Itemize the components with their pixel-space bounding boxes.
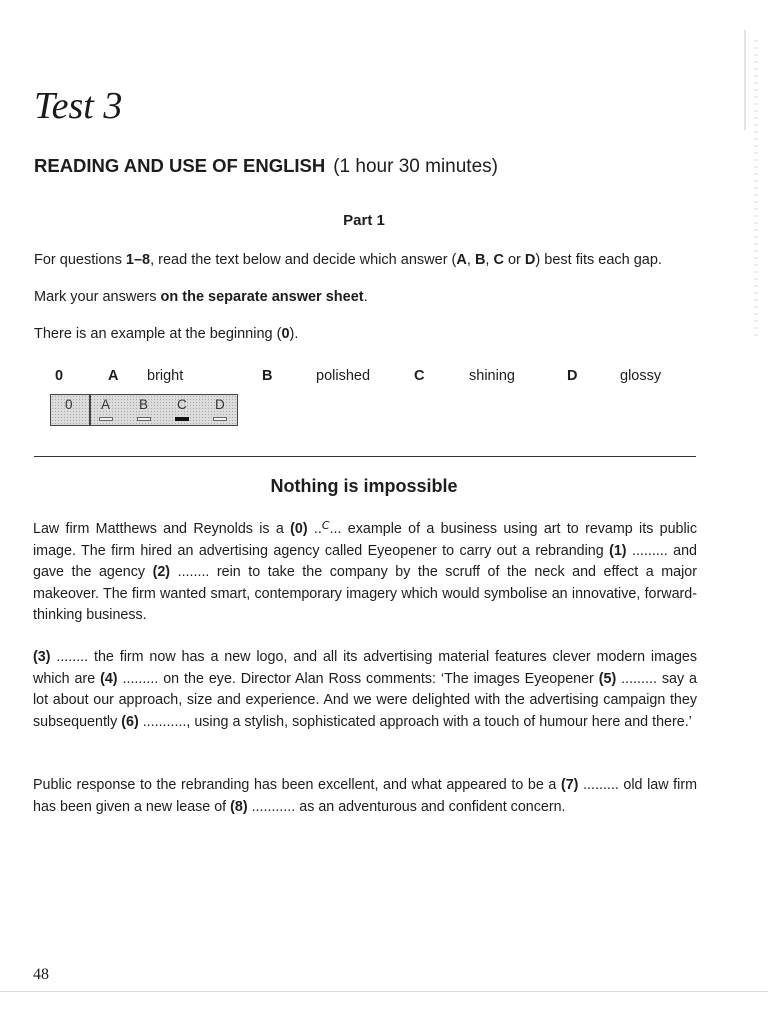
option-letter: A — [456, 252, 467, 268]
option-letter: B — [474, 252, 486, 268]
instruction-text: , read the text below and decide which answer ( — [150, 252, 457, 268]
passage-text: ........... as an adventurous and confident concern. — [247, 798, 566, 815]
passage-text: ......... and gave the agency — [33, 542, 697, 580]
instruction-text: Mark your answers — [34, 289, 161, 305]
gap-number: (0) — [290, 521, 308, 537]
gap-number: (5) — [598, 670, 617, 687]
instruction-line-1 — [34, 252, 662, 268]
answer-box-letter-c: C — [177, 397, 187, 412]
answer-box-number: 0 — [65, 397, 73, 412]
gap-number: (7) — [560, 777, 579, 793]
section-heading — [34, 155, 498, 178]
passage-text: Public response to the rebranding has been excellent, and what appeared to be a — [33, 777, 561, 793]
example-number: 0 — [55, 368, 64, 384]
answer-sheet-emphasis: on the separate answer sheet — [160, 289, 364, 305]
answer-box-letter-a: A — [101, 397, 111, 412]
instruction-text: ) best fits each gap. — [535, 252, 662, 268]
page-edge-texture — [754, 40, 758, 340]
example-option-letter-d: D — [567, 368, 578, 384]
instruction-text: or — [503, 252, 525, 268]
gap-number: (8) — [230, 798, 248, 815]
example-option-word-c: shining — [469, 368, 515, 384]
example-option-letter-a: A — [108, 368, 119, 384]
answer-slot-d — [213, 417, 227, 421]
instruction-text: There is an example at the beginning ( — [34, 326, 282, 342]
instruction-line-2 — [34, 289, 368, 305]
question-range: 1–8 — [125, 252, 151, 268]
example-number: 0 — [281, 326, 290, 342]
instruction-text: , — [485, 252, 494, 268]
gap-number: (2) — [152, 564, 171, 580]
passage-title: Nothing is impossible — [270, 476, 458, 496]
page-number: 48 — [33, 966, 49, 983]
example-option-word-d: glossy — [620, 368, 662, 384]
page-bottom-edge — [0, 991, 768, 992]
option-letter: D — [524, 252, 536, 268]
section-divider — [34, 456, 696, 457]
test-title: Test 3 — [34, 85, 123, 127]
instruction-text: , — [466, 252, 475, 268]
gap-number: (3) — [33, 649, 51, 665]
example-option-letter-c: C — [414, 368, 425, 384]
passage-text: ......... say a lot about our approach, size and experience. And we were delighted with the advertising campaign they subsequently — [33, 670, 697, 730]
passage-text: ......... old law firm has been given a new lease of — [33, 777, 697, 815]
passage-paragraph-1 — [33, 519, 697, 627]
gap-number: (4) — [100, 670, 118, 687]
passage-text: ..........., using a stylish, sophisticated approach with a touch of humour here and there.’ — [138, 713, 692, 730]
instruction-text: . — [363, 289, 368, 305]
example-option-word-b: polished — [316, 368, 371, 384]
section-title: READING AND USE OF ENGLISH — [34, 155, 326, 176]
instruction-text: ). — [289, 326, 299, 342]
answer-slot-a — [99, 417, 113, 421]
page-edge-shadow — [744, 30, 746, 130]
answer-box-divider — [89, 395, 91, 425]
answer-slot-b — [137, 417, 151, 421]
example-answer-box — [50, 394, 238, 426]
answer-box-letter-d: D — [215, 397, 225, 412]
gap-number: (1) — [609, 542, 627, 559]
answer-slot-c-filled — [175, 417, 189, 421]
passage-text: Law firm Matthews and Reynolds is a — [33, 521, 291, 537]
passage-text: ... example of a business using art to revamp its public image. The firm hired an advertising agency called Eyeopener to carry out a rebranding — [33, 521, 698, 559]
answer-box-letter-b: B — [139, 397, 149, 412]
passage-text: ........ rein to take the company by the scruff of the neck and effect a major makeover. The firm wanted smart, contemporary imagery which would symbolise an innovative, forward-thinking business. — [33, 564, 697, 623]
handwritten-answer: C — [321, 519, 330, 532]
passage-text: ........ the firm now has a new logo, and all its advertising material features clever modern images which are — [33, 649, 697, 687]
example-option-word-a: bright — [147, 368, 184, 384]
instruction-text: For questions — [34, 252, 126, 268]
passage-text: .. — [307, 521, 322, 537]
passage-paragraph-2 — [33, 647, 697, 733]
option-letter: C — [493, 252, 504, 268]
section-duration: (1 hour 30 minutes) — [333, 156, 498, 177]
passage-paragraph-3 — [33, 775, 697, 818]
example-option-letter-b: B — [262, 368, 273, 384]
part-heading: Part 1 — [343, 212, 385, 229]
passage-text: ......... on the eye. Director Alan Ross comments: ‘The images Eyeopener — [117, 670, 599, 687]
instruction-line-3 — [34, 326, 298, 342]
gap-number: (6) — [121, 713, 139, 730]
